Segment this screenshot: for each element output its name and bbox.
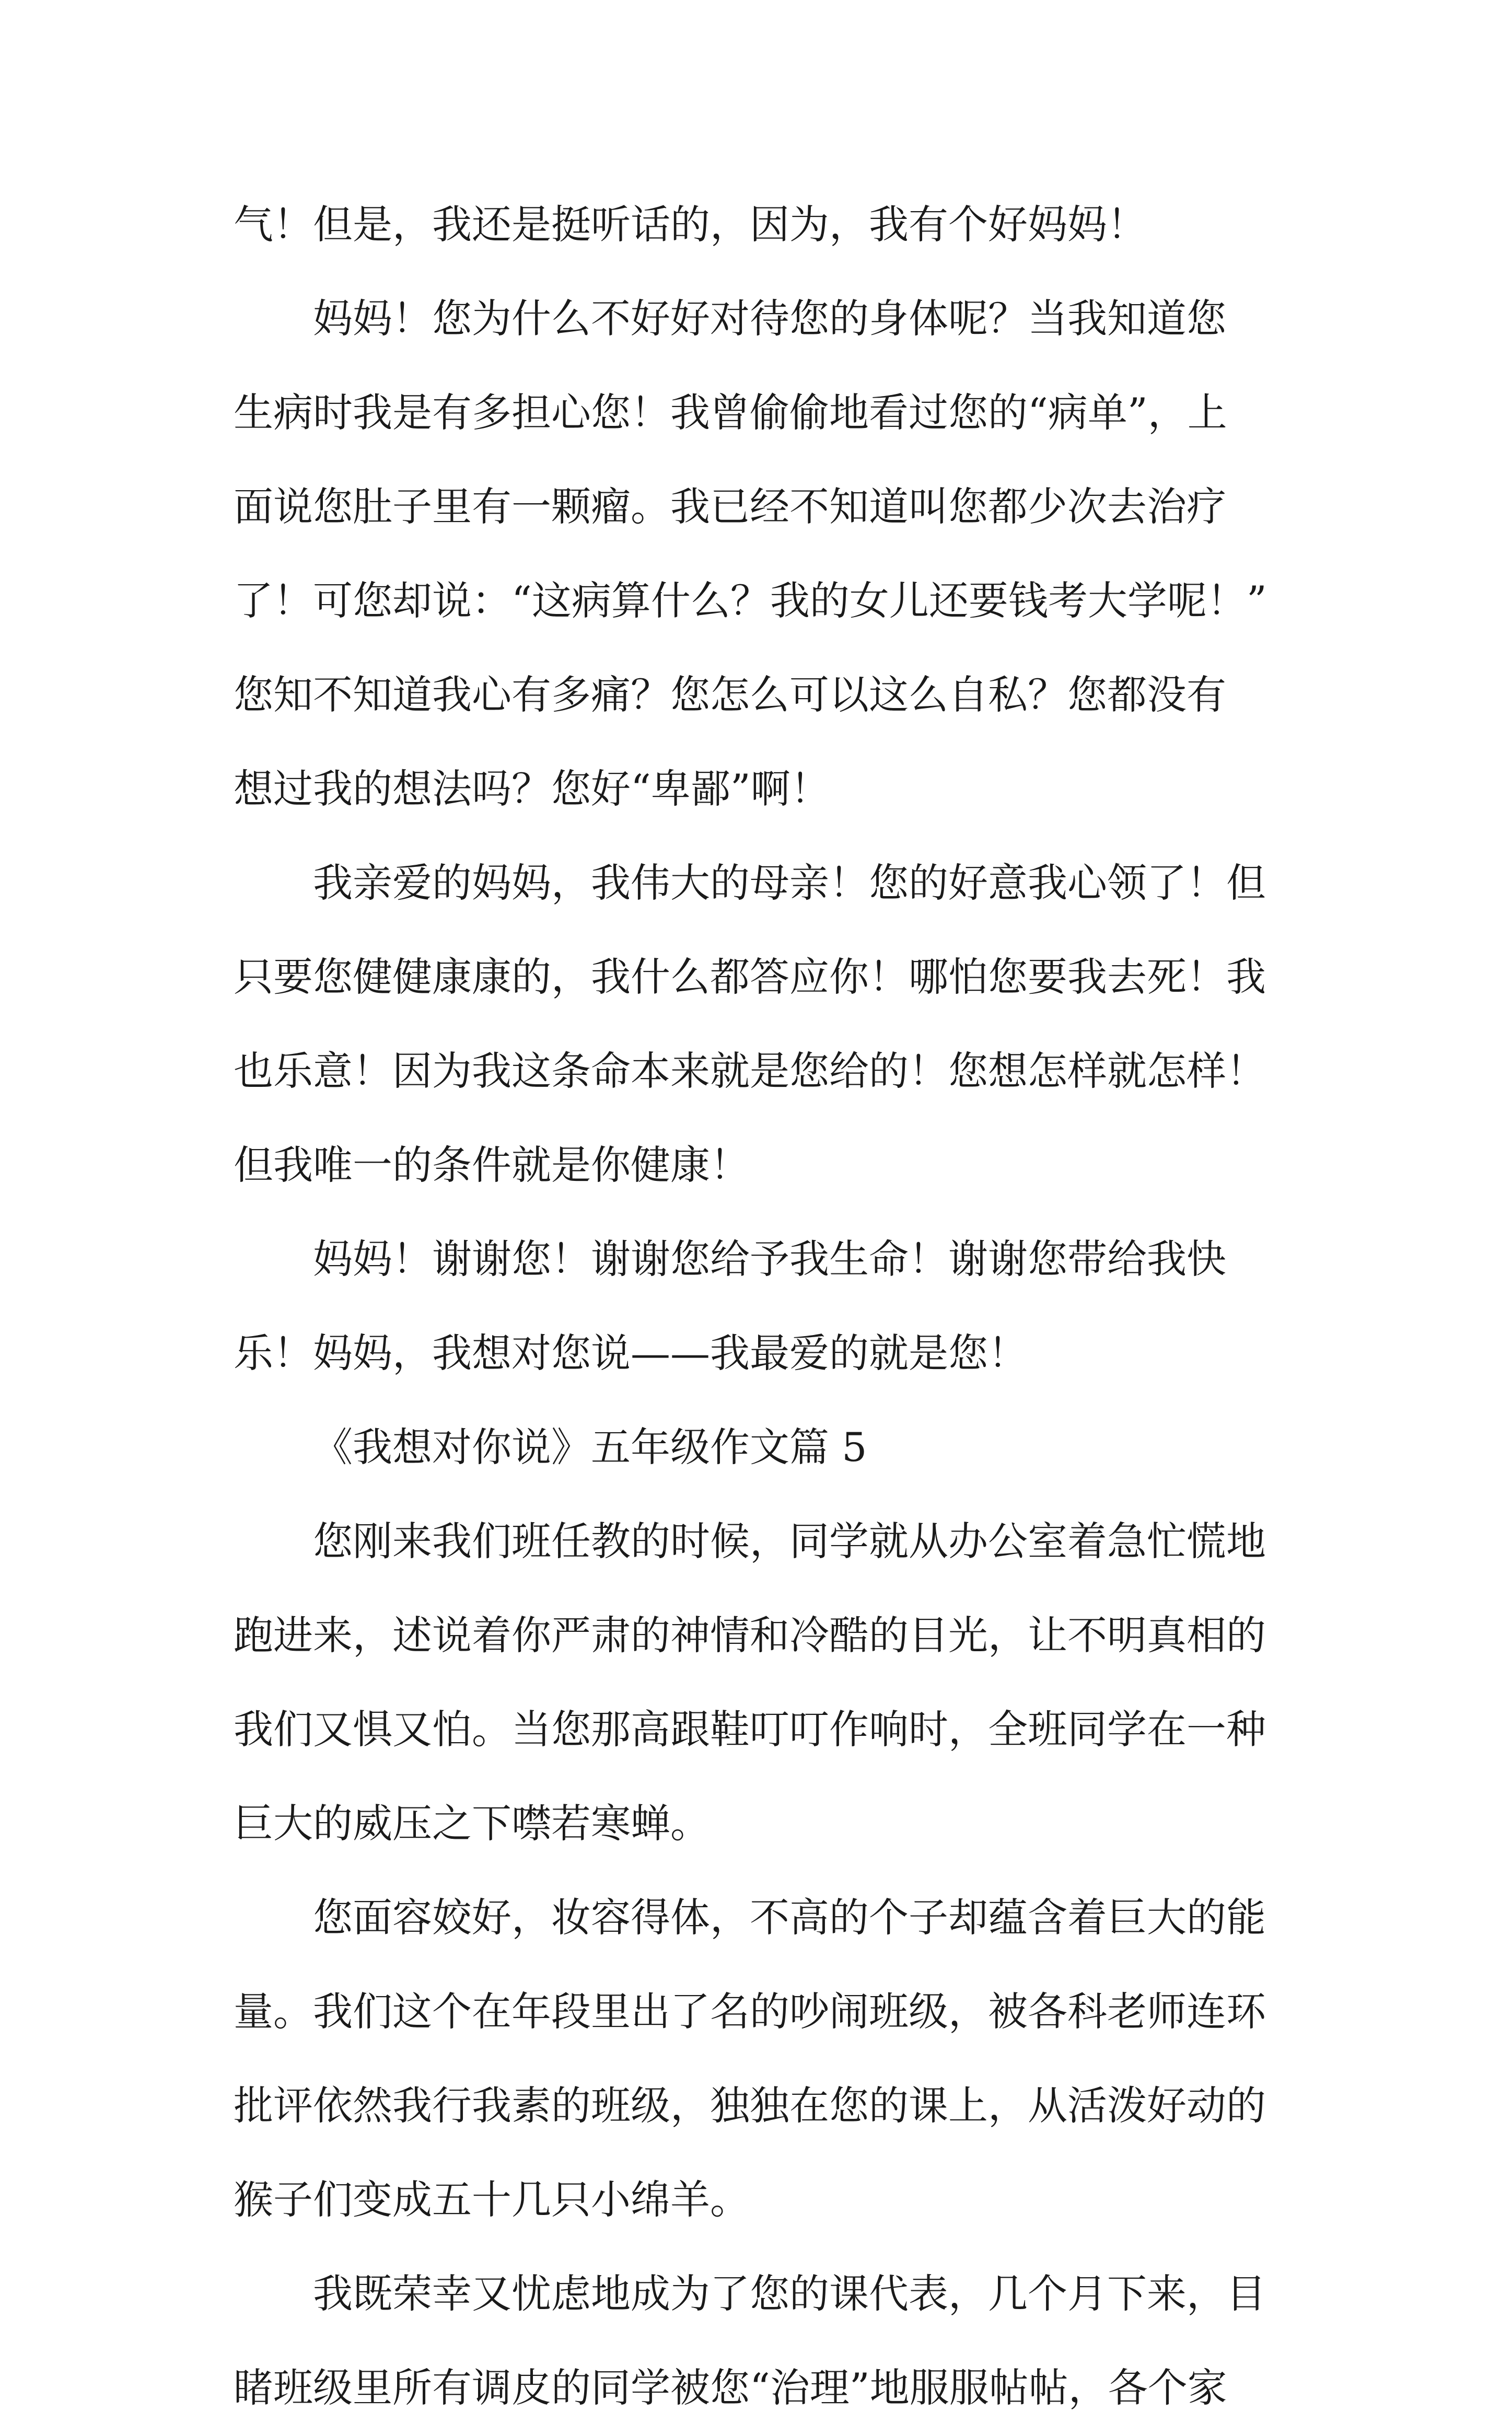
paragraph-line: 也乐意！因为我这条命本来就是您给的！您想怎样就怎样！ [234,1048,1266,1094]
paragraph-line: 乐！妈妈，我想对您说——我最爱的就是您！ [234,1330,1028,1376]
paragraph-line: 您刚来我们班任教的时候，同学就从办公室着急忙慌地 [313,1518,1266,1564]
essay-body [234,178,1294,2435]
paragraph-line: 面说您肚子里有一颗瘤。我已经不知道叫您都少次去治疗 [234,483,1226,530]
paragraph-line: 猴子们变成五十几只小绵羊。 [234,2176,750,2223]
paragraph-line: 我既荣幸又忧虑地成为了您的课代表，几个月下来，目 [313,2270,1266,2317]
paragraph-line: 了！可您却说：“这病算什么？我的女儿还要钱考大学呢！” [234,577,1267,624]
paragraph-line: 想过我的想法吗？您好“卑鄙”啊！ [234,766,830,812]
paragraph-line: 批评依然我行我素的班级，独独在您的课上，从活泼好动的 [234,2082,1266,2129]
paragraph-line: 但我唯一的条件就是你健康！ [234,1142,750,1188]
paragraph-line: 我们又惧又怕。当您那高跟鞋叮叮作响时，全班同学在一种 [234,1706,1266,1753]
paragraph-line: 跑进来，述说着你严肃的神情和冷酷的目光，让不明真相的 [234,1612,1266,1659]
paragraph-line: 巨大的威压之下噤若寒蝉。 [234,1800,710,1847]
paragraph-line: 妈妈！您为什么不好好对待您的身体呢？当我知道您 [313,295,1226,342]
section-heading: 《我想对你说》五年级作文篇 5 [313,1424,867,1470]
paragraph-line: 只要您健健康康的，我什么都答应你！哪怕您要我去死！我 [234,954,1266,1000]
paragraph-line: 我亲爱的妈妈，我伟大的母亲！您的好意我心领了！但 [313,860,1266,906]
paragraph-line: 您知不知道我心有多痛？您怎么可以这么自私？您都没有 [234,671,1226,718]
paragraph-line: 气！但是，我还是挺听话的，因为，我有个好妈妈！ [234,201,1147,248]
paragraph-line: 生病时我是有多担心您！我曾偷偷地看过您的“病单”，上 [234,389,1227,436]
paragraph-line: 睹班级里所有调皮的同学被您“治理”地服服帖帖，各个家 [234,2364,1227,2411]
paragraph-line: 量。我们这个在年段里出了名的吵闹班级，被各科老师连环 [234,1988,1266,2035]
paragraph-line: 您面容姣好，妆容得体，不高的个子却蕴含着巨大的能 [313,1894,1266,1941]
paragraph-line: 妈妈！谢谢您！谢谢您给予我生命！谢谢您带给我快 [313,1236,1226,1282]
